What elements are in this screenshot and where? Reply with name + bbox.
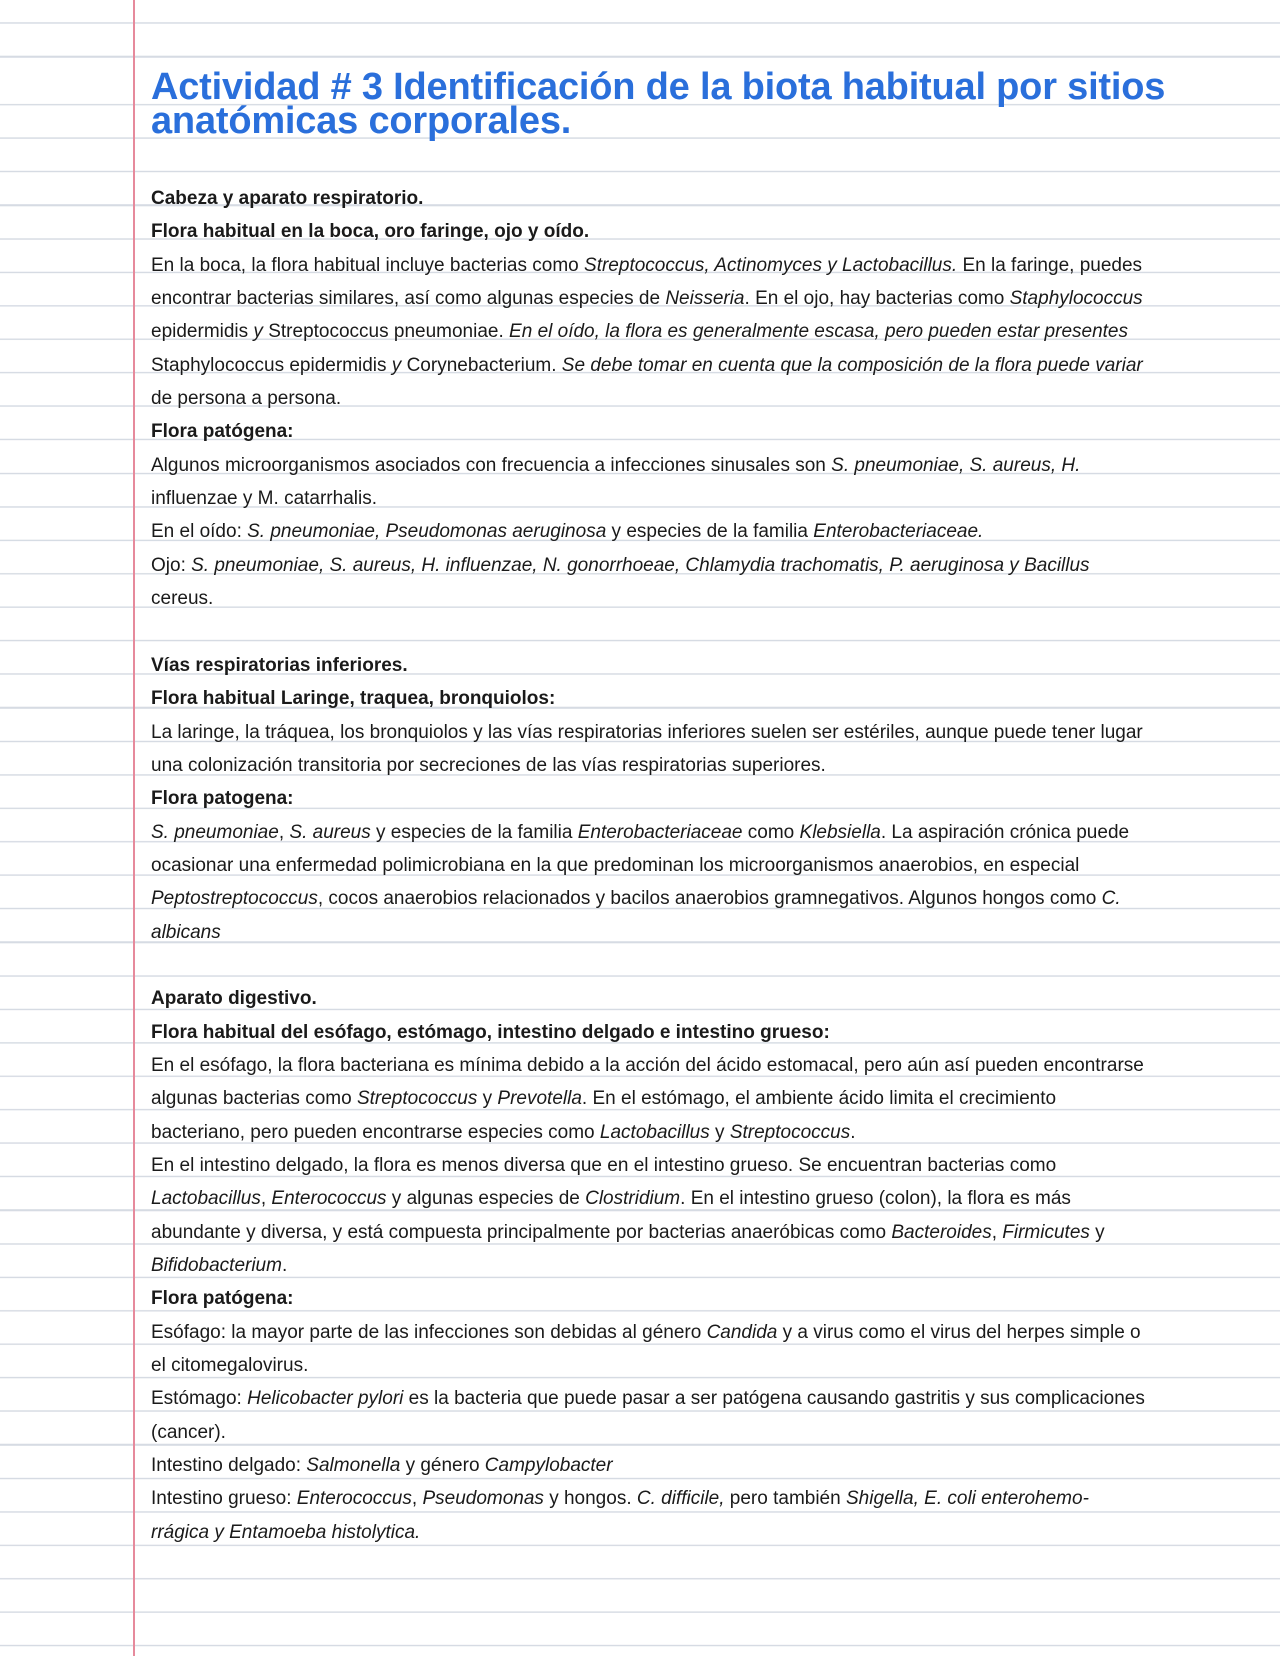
text-segment: .: [850, 1121, 856, 1143]
text-line: [151, 382, 1231, 415]
text-segment: y especies de la familia: [606, 521, 814, 543]
text-segment: Flora patógena:: [151, 421, 294, 443]
text-line: [151, 1449, 1231, 1482]
text-segment: ,: [991, 1221, 1003, 1243]
italic-text: Bacteroides: [891, 1221, 992, 1243]
italic-text: Bifidobacterium: [151, 1255, 282, 1276]
text-line: [151, 1049, 1231, 1082]
blank-line: [151, 615, 1231, 648]
text-line: [151, 1249, 1231, 1282]
text-segment: En el esófago, la flora bacteriana es mínima debido a la acción del ácido estomacal, pero aún así pueden encontrarse: [151, 1054, 1144, 1076]
text-line: [151, 1216, 1231, 1249]
document-page: [151, 66, 1231, 1549]
text-segment: ,: [260, 1188, 272, 1210]
section-heading: [151, 682, 1231, 715]
text-segment: y especies de la familia: [370, 821, 578, 843]
text-segment: Flora habitual del esófago, estómago, intestino delgado e intestino grueso:: [151, 1021, 830, 1043]
text-line: [151, 1182, 1231, 1215]
text-segment: Corynebacterium.: [406, 354, 557, 376]
italic-text: y: [248, 321, 269, 343]
italic-text: albicans: [151, 921, 221, 943]
text-line: [151, 1149, 1231, 1182]
italic-text: Streptococcus, Actinomyces y Lactobacillus.: [584, 254, 958, 276]
text-segment: Streptococcus pneumoniae.: [268, 321, 504, 343]
italic-text: S. pneumoniae: [151, 821, 279, 843]
notebook-margin-line: [133, 0, 135, 1656]
italic-text: Shigella, E. coli enterohemo-: [845, 1488, 1089, 1510]
section-heading: [151, 782, 1231, 815]
text-line: [151, 1382, 1231, 1415]
text-line: [151, 916, 1231, 949]
italic-text: Lactobacillus: [599, 1121, 710, 1143]
text-segment: Esófago: la mayor parte de las infecciones son debidas al género: [151, 1321, 707, 1343]
text-line: [151, 282, 1231, 315]
italic-text: Peptostreptococcus: [151, 888, 318, 910]
italic-text: Streptococcus: [356, 1088, 478, 1110]
section-heading: [151, 1282, 1231, 1315]
text-line: [151, 515, 1231, 548]
text-segment: Flora habitual en la boca, oro faringe, ojo y oído.: [151, 221, 590, 243]
text-segment: En la boca, la flora habitual incluye bacterias como: [151, 254, 585, 276]
text-line: [151, 349, 1231, 382]
text-line: [151, 315, 1231, 348]
italic-text: C. difficile,: [636, 1488, 725, 1510]
text-segment: Cabeza y aparato respiratorio.: [151, 188, 424, 209]
italic-text: Klebsiella: [799, 821, 881, 843]
italic-text: C.: [1101, 888, 1121, 910]
document-body: [151, 182, 1231, 1549]
text-segment: y: [709, 1121, 730, 1143]
text-line: [151, 1482, 1231, 1515]
text-segment: y algunas especies de: [386, 1188, 586, 1210]
text-segment: Estómago:: [151, 1388, 248, 1410]
text-segment: cereus.: [151, 588, 214, 610]
text-segment: . La aspiración crónica puede: [880, 821, 1130, 843]
italic-text: S. pneumoniae, Pseudomonas aeruginosa: [247, 521, 607, 543]
text-segment: y hongos.: [543, 1488, 637, 1510]
italic-text: Streptococcus: [729, 1121, 851, 1143]
text-line: [151, 1082, 1231, 1115]
text-segment: como: [742, 821, 800, 843]
text-segment: ,: [411, 1488, 423, 1510]
blank-line: [151, 949, 1231, 982]
italic-text: rrágica y Entamoeba histolytica.: [151, 1521, 421, 1543]
italic-text: Enterococcus: [271, 1188, 387, 1210]
document-title: Actividad # 3 Identificación de la biota habitual por sitios anatómicas corporales.: [151, 66, 1166, 142]
text-segment: bacteriano, pero pueden encontrarse especies como: [151, 1121, 600, 1143]
text-segment: (cancer).: [151, 1421, 226, 1443]
text-segment: Intestino delgado:: [151, 1455, 307, 1477]
italic-text: Clostridium: [585, 1188, 681, 1210]
italic-text: Enterobacteriaceae: [577, 821, 743, 843]
text-line: [151, 482, 1231, 515]
section-heading: [151, 982, 1231, 1015]
text-segment: es la bacteria que puede pasar a ser patógena causando gastritis y sus complicaciones: [403, 1388, 1145, 1410]
text-segment: Aparato digestivo.: [151, 988, 317, 1010]
text-segment: de persona a persona.: [151, 388, 342, 410]
text-segment: , cocos anaerobios relacionados y bacilos anaerobios gramnegativos. Algunos hongos como: [317, 888, 1102, 910]
text-segment: y: [1089, 1221, 1105, 1243]
italic-text: S. pneumoniae, S. aureus, H. influenzae, N. gonorrhoeae, Chlamydia trachomatis, P. aeruginosa y Bacillus: [191, 554, 1090, 576]
text-line: [151, 1349, 1231, 1382]
italic-text: S. aureus: [289, 821, 371, 843]
text-segment: ocasionar una enfermedad polimicrobiana en la que predominan los microorganismos anaerobios, en especial: [151, 854, 1080, 876]
section-heading: [151, 1016, 1231, 1049]
text-segment: y: [477, 1088, 498, 1110]
text-segment: Flora patógena:: [151, 1288, 294, 1310]
italic-text: En el oído, la flora es generalmente escasa, pero pueden estar presentes: [503, 321, 1128, 343]
text-segment: y género: [400, 1455, 485, 1477]
text-segment: ,: [278, 821, 290, 843]
text-segment: . En el estómago, el ambiente ácido limita el crecimiento: [581, 1088, 1057, 1110]
section-heading: [151, 415, 1231, 448]
text-segment: el citomegalovirus.: [151, 1355, 309, 1377]
text-line: [151, 1516, 1231, 1549]
text-line: [151, 716, 1231, 749]
text-line: [151, 816, 1231, 849]
italic-text: Neisseria: [665, 288, 745, 310]
text-line: [151, 449, 1231, 482]
text-line: [151, 1316, 1231, 1349]
text-line: [151, 749, 1231, 782]
text-segment: influenzae y M. catarrhalis.: [151, 488, 377, 510]
italic-text: S. pneumoniae, S. aureus, H.: [831, 454, 1081, 476]
text-segment: Intestino grueso:: [151, 1488, 297, 1510]
italic-text: Salmonella: [306, 1455, 401, 1477]
text-segment: epidermidis: [151, 321, 249, 343]
italic-text: Enterobacteriaceae.: [813, 521, 984, 543]
text-line: [151, 849, 1231, 882]
text-line: [151, 1116, 1231, 1149]
text-segment: . En el ojo, hay bacterias como: [744, 288, 1010, 310]
italic-text: Candida: [706, 1321, 778, 1343]
text-segment: En el oído:: [151, 521, 248, 543]
text-segment: algunas bacterias como: [151, 1088, 357, 1110]
text-segment: Flora patogena:: [151, 788, 294, 810]
section-heading: [151, 649, 1231, 682]
section-heading: [151, 215, 1231, 248]
text-segment: pero también: [724, 1488, 846, 1510]
text-segment: encontrar bacterias similares, así como algunas especies de: [151, 288, 666, 310]
text-segment: Vías respiratorias inferiores.: [151, 654, 408, 676]
text-line: [151, 582, 1231, 615]
text-segment: y a virus como el virus del herpes simple o: [777, 1321, 1141, 1343]
italic-text: Pseudomonas: [422, 1488, 544, 1510]
text-segment: . En el intestino grueso (colon), la flora es más: [680, 1188, 1071, 1210]
italic-text: Firmicutes: [1002, 1221, 1090, 1243]
italic-text: Helicobacter pylori: [247, 1388, 404, 1410]
text-segment: Staphylococcus epidermidis: [151, 354, 387, 376]
italic-text: Campylobacter: [484, 1455, 613, 1477]
text-line: [151, 1416, 1231, 1449]
text-segment: .: [281, 1255, 288, 1276]
text-segment: En el intestino delgado, la flora es menos diversa que en el intestino grueso. Se encuentran bacterias como: [151, 1154, 1057, 1176]
text-segment: La laringe, la tráquea, los bronquiolos y las vías respiratorias inferiores suelen ser estériles, aunque puede tener lugar: [151, 721, 1143, 743]
italic-text: y: [386, 354, 407, 376]
section-heading: [151, 182, 1231, 215]
text-segment: Ojo:: [151, 554, 192, 576]
italic-text: Staphylococcus: [1009, 288, 1143, 310]
text-segment: abundante y diversa, y está compuesta principalmente por bacterias anaeróbicas como: [151, 1221, 892, 1243]
text-line: [151, 249, 1231, 282]
italic-text: Lactobacillus: [151, 1188, 261, 1210]
text-segment: En la faringe, puedes: [957, 254, 1143, 276]
italic-text: Se debe tomar en cuenta que la composición de la flora puede variar: [556, 354, 1143, 376]
text-segment: una colonización transitoria por secreciones de las vías respiratorias superiores.: [151, 754, 826, 776]
text-segment: Flora habitual Laringe, traquea, bronquiolos:: [151, 688, 556, 710]
text-line: [151, 882, 1231, 915]
italic-text: Prevotella: [497, 1088, 582, 1110]
text-segment: Algunos microorganismos asociados con frecuencia a infecciones sinusales son: [151, 454, 832, 476]
italic-text: Enterococcus: [296, 1488, 412, 1510]
text-line: [151, 549, 1231, 582]
